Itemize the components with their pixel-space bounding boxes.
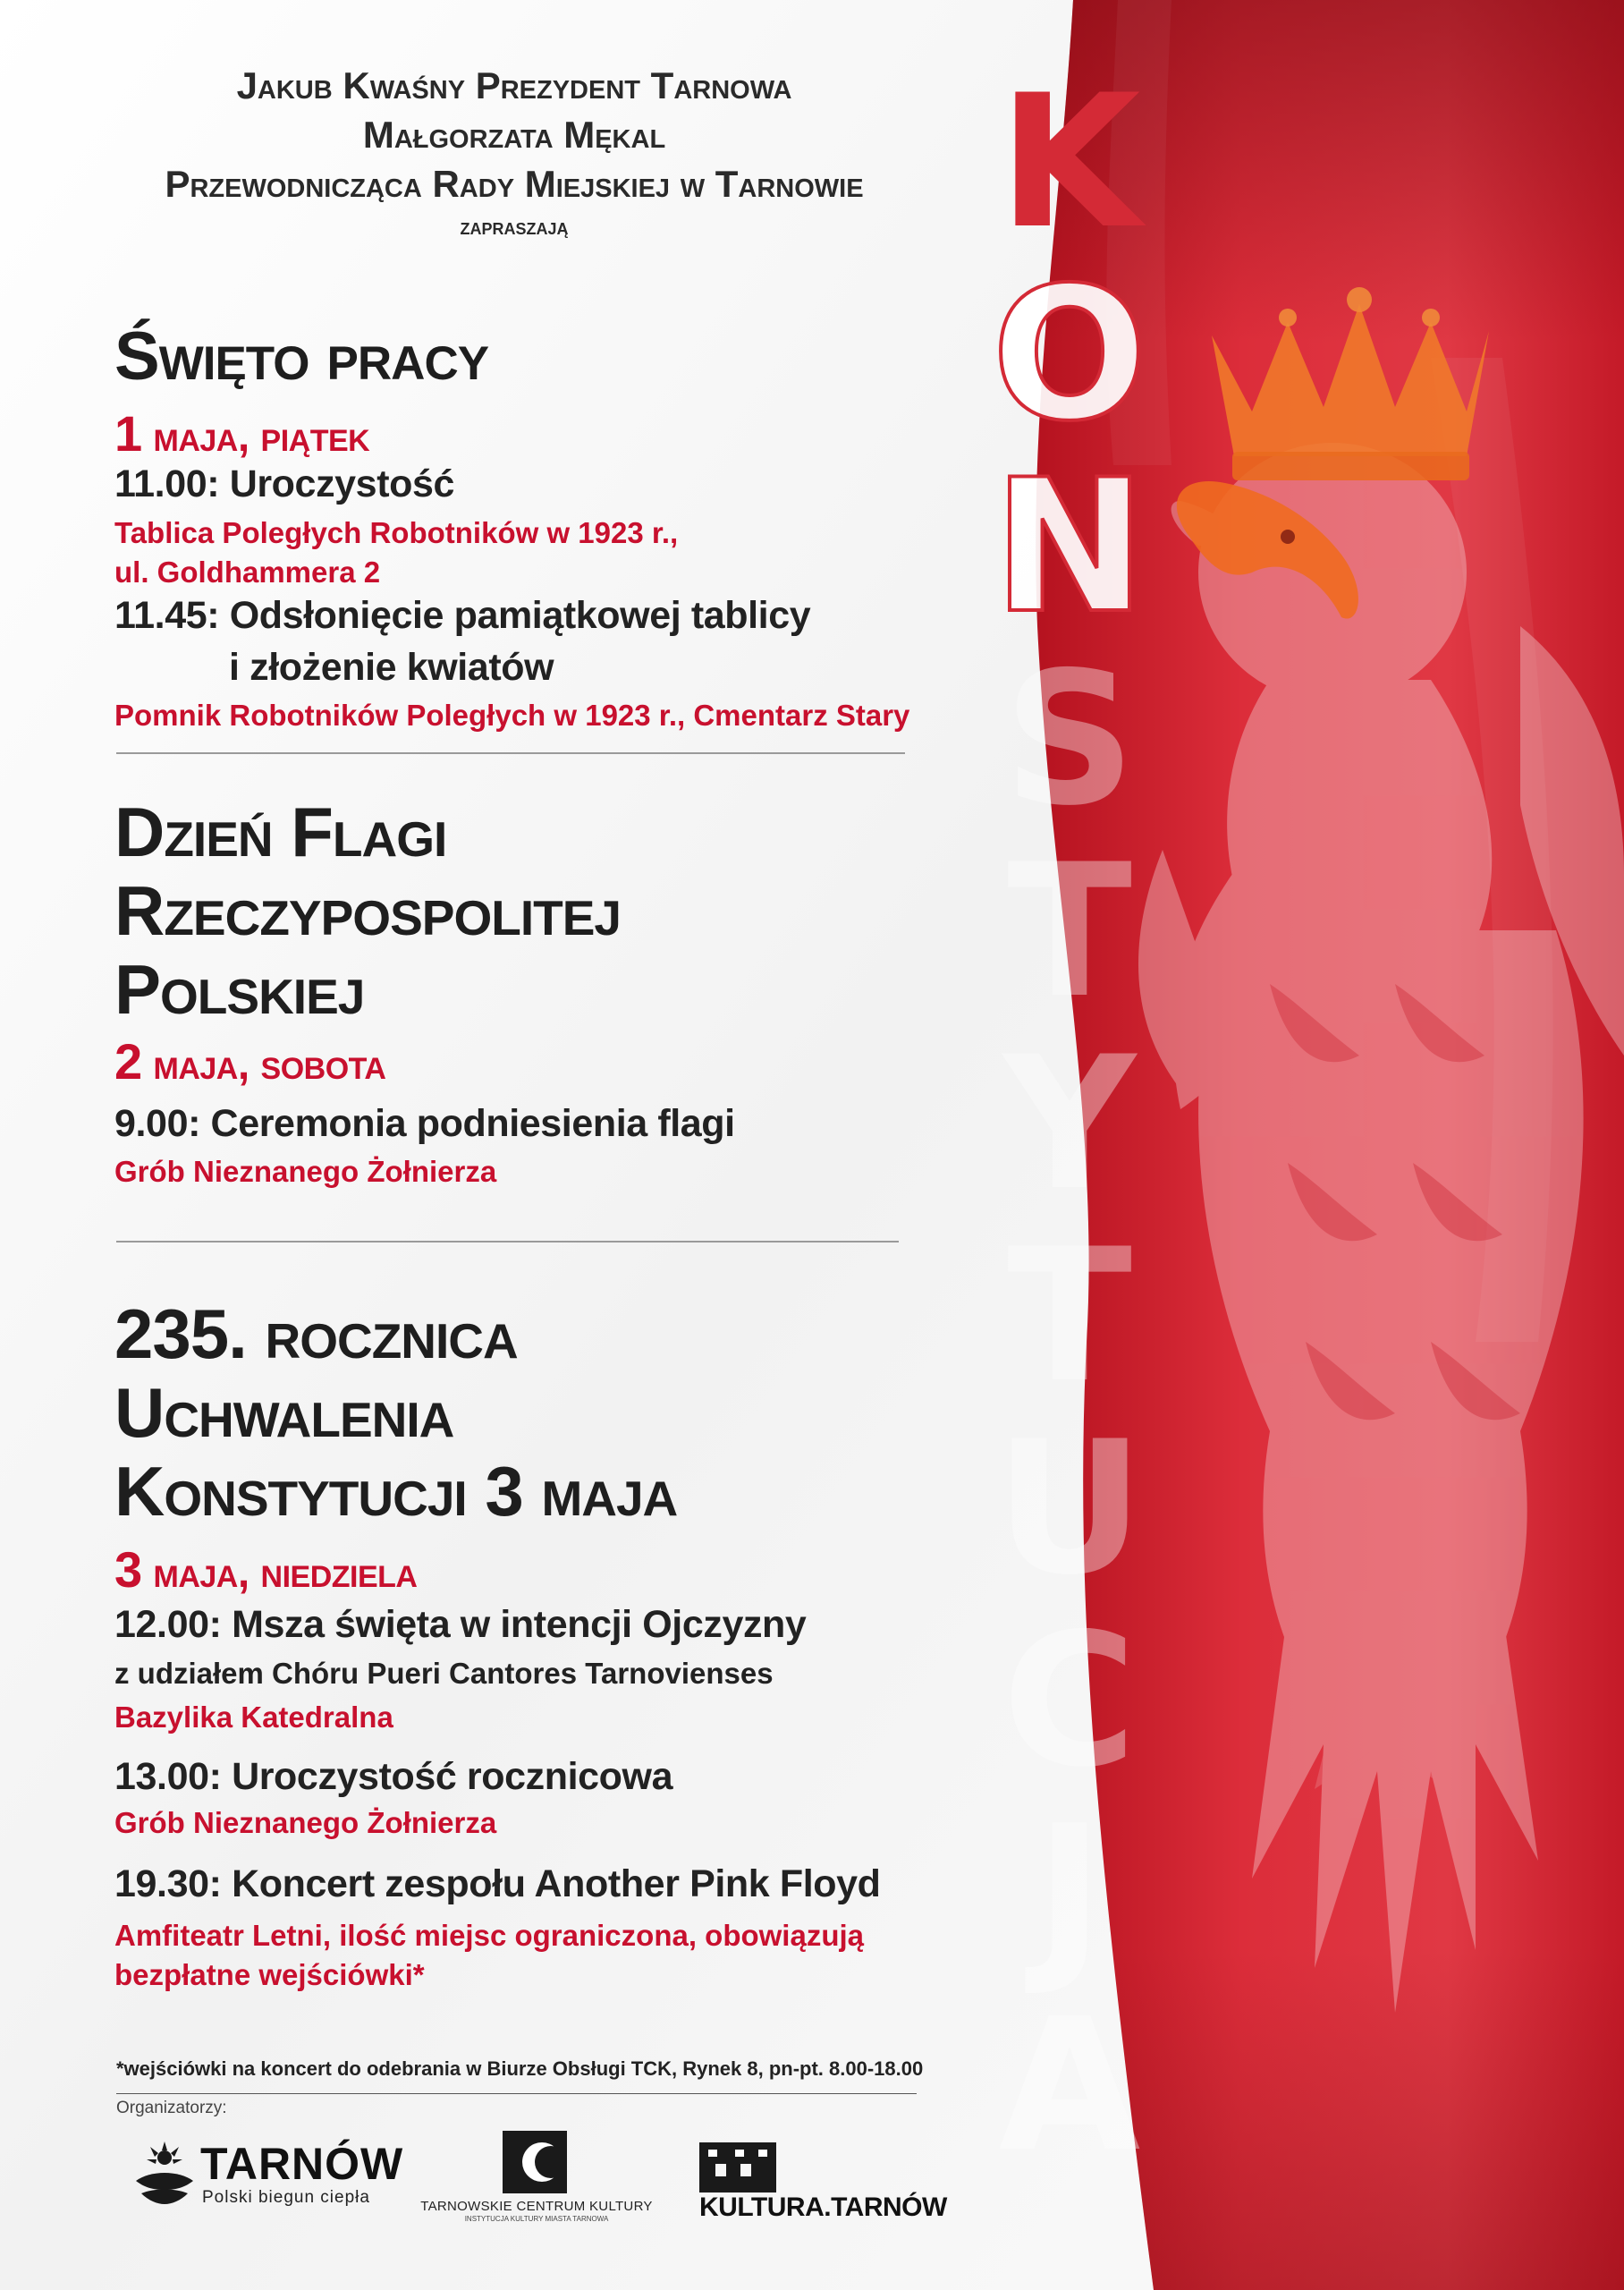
kultura-logo-name: KULTURA.TARNÓW (699, 2192, 947, 2222)
tck-logo (420, 2131, 653, 2229)
section2-title (114, 793, 621, 1029)
section3-event1-location: Bazylika Katedralna (114, 1701, 393, 1734)
section2-event1-location: Grób Nieznanego Żołnierza (114, 1155, 497, 1188)
divider-2 (116, 1241, 899, 1243)
header-line-1: Jakub Kwaśny Prezydent Tarnowa (236, 64, 792, 106)
tarnow-logo (132, 2138, 404, 2218)
section1-date-number: 1 (114, 405, 142, 462)
tarnow-sun-logo-icon (132, 2138, 197, 2209)
section2-date-number: 2 (114, 1033, 142, 1090)
section1-title: Święto pracy (114, 318, 489, 394)
section1-event2-location: Pomnik Robotników Poległych w 1923 r., Cmentarz Stary (114, 699, 910, 732)
section1-event1-location-2: ul. Goldhammera 2 (114, 556, 381, 589)
section1-date (114, 404, 369, 462)
vertical-letter-6: Y (1002, 1018, 1137, 1231)
section3-event2-title: 13.00: Uroczystość rocznicowa (114, 1755, 673, 1798)
section2-date-text: maja, sobota (153, 1041, 386, 1089)
vertical-letter-10: J (1035, 1787, 1104, 2000)
vertical-letter-2: O (991, 249, 1148, 462)
footnote: *wejściówki na koncert do odebrania w Biurze Obsługi TCK, Rynek 8, pn-pt. 8.00-18.00 (116, 2057, 924, 2080)
vertical-letter-11: A (998, 1980, 1141, 2192)
section3-title (114, 1294, 677, 1531)
section3-event3-title: 19.30: Koncert zespołu Another Pink Floyd (114, 1862, 881, 1905)
section2-title-line-2: Rzeczypospolitej (114, 871, 621, 950)
section3-date-text: maja, niedziela (153, 1549, 418, 1597)
section1-event2-title-2: i złożenie kwiatów (229, 646, 554, 689)
vertical-letter-7: T (1007, 1210, 1132, 1423)
vertical-letter-5: T (1007, 826, 1132, 1039)
section3-event3-location-2: bezpłatne wejściówki* (114, 1958, 425, 1991)
section3-event3-location-1: Amfiteatr Letni, ilość miejsc ograniczona, obowiązują (114, 1919, 865, 1952)
header-line-4: zapraszają (460, 213, 569, 240)
section2-title-line-1: Dzień Flagi (114, 793, 447, 871)
section2-title-line-3: Polskiej (114, 950, 365, 1029)
vertical-letter-3: N (993, 441, 1146, 654)
tck-moon-logo-icon (503, 2131, 567, 2193)
tck-logo-name: TARNOWSKIE CENTRUM KULTURY (420, 2199, 653, 2214)
vertical-letter-8: U (994, 1403, 1145, 1616)
tarnow-logo-name: TARNÓW (200, 2139, 404, 2189)
section2-date (114, 1032, 385, 1090)
section3-event1-subtitle: z udziałem Chóru Pueri Cantores Tarnovienses (114, 1657, 774, 1690)
vertical-letter-1: K (998, 56, 1141, 269)
section1-event1-title: 11.00: Uroczystość (114, 462, 455, 505)
section3-date (114, 1540, 417, 1599)
tarnow-logo-tagline: Polski biegun ciepła (202, 2188, 370, 2207)
section2-event1-title: 9.00: Ceremonia podniesienia flagi (114, 1102, 735, 1145)
section3-title-line-3-text: Konstytucji (114, 1452, 467, 1531)
organizers-label: Organizatorzy: (116, 2099, 227, 2117)
vertical-letter-9: C (1002, 1595, 1138, 1808)
section3-event1-title: 12.00: Msza święta w intencji Ojczyzny (114, 1603, 807, 1646)
section3-title-line-2: Uchwalenia (114, 1373, 454, 1452)
kultura-tarnow-logo (699, 2142, 947, 2223)
section3-date-number: 3 (114, 1541, 142, 1598)
header-line-3: Przewodnicząca Rady Miejskiej w Tarnowie (165, 163, 864, 205)
divider-footer (116, 2093, 917, 2094)
tck-logo-subtitle: INSTYTUCJA KULTURY MIASTA TARNOWA (464, 2215, 609, 2223)
vertical-letter-4: S (1003, 633, 1136, 846)
section3-anniversary-number: 235. (114, 1294, 247, 1373)
section1-date-text: maja, piątek (153, 413, 370, 461)
section3-title-line-1 (114, 1294, 677, 1373)
section3-title-line-3-number: 3 (485, 1452, 523, 1531)
section3-event2-location: Grób Nieznanego Żołnierza (114, 1806, 497, 1839)
divider-1 (116, 752, 905, 754)
kultura-pixel-logo-icon (699, 2142, 776, 2192)
section3-title-line-3-end: maja (541, 1452, 678, 1531)
section1-event2-title: 11.45: Odsłonięcie pamiątkowej tablicy (114, 594, 811, 637)
header-line-2: Małgorzata Mękal (362, 114, 666, 156)
section1-event1-location-1: Tablica Poległych Robotników w 1923 r., (114, 516, 679, 549)
section3-title-line-3 (114, 1452, 677, 1531)
invitation-header (89, 61, 939, 244)
section3-title-line-1-text: rocznica (265, 1294, 518, 1373)
